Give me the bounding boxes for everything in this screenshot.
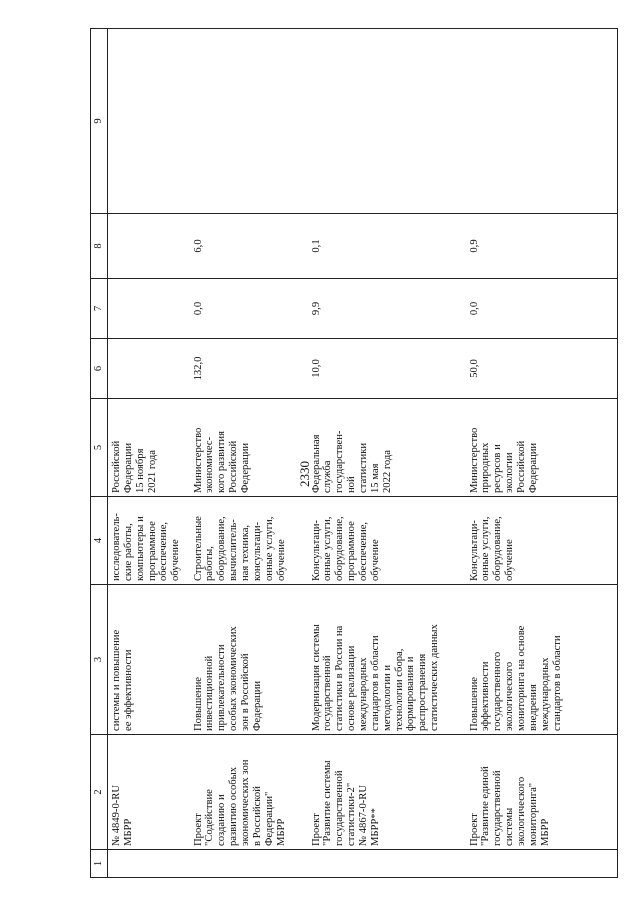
cell-value: 10,0 (308, 339, 466, 399)
cell-goal: Повышение инвестиционной привлекательности особых экономических зон в Российской Федерации (190, 585, 308, 735)
cell-value (466, 29, 618, 214)
cell-spending-type: Консультаци- онные услуги, оборудование, программное обеспечение, обучение (308, 497, 466, 585)
cell-executor: Российской Федерации 15 ноября 2021 года (108, 399, 190, 497)
cell-index (466, 850, 618, 878)
table-row (108, 29, 190, 878)
cell-value: 0,0 (466, 279, 618, 339)
column-header: 8 (91, 214, 108, 279)
cell-value: 0,0 (190, 279, 308, 339)
cell-value (108, 29, 190, 214)
cell-executor: Министерство природных ресурсов и экологии Российской Федерации (466, 399, 618, 497)
cell-goal: Модернизация системы государственной статистики в России на основе реализации международных стандартов в области методологии и технологии сбора, формирования и распространения статистических данных (308, 585, 466, 735)
table-row (466, 29, 618, 878)
column-header: 9 (91, 29, 108, 214)
projects-table (90, 28, 618, 878)
cell-value: 9,9 (308, 279, 466, 339)
column-header: 7 (91, 279, 108, 339)
column-header: 4 (91, 497, 108, 585)
column-header: 3 (91, 585, 108, 735)
cell-spending-type: исследователь- ские работы, компьютеры и программное обеспечение, обучение (108, 497, 190, 585)
cell-goal: системы и повышение ее эффективности (108, 585, 190, 735)
page-number: 2330 (297, 461, 312, 487)
table-row (308, 29, 466, 878)
column-header: 5 (91, 399, 108, 497)
cell-index (308, 850, 466, 878)
cell-value (108, 339, 190, 399)
cell-value: 132,0 (190, 339, 308, 399)
cell-index (190, 850, 308, 878)
cell-value: 50,0 (466, 339, 618, 399)
cell-project: Проект "Развитие единой государственной системы экологического мониторинга" МБРР (466, 735, 618, 850)
cell-value: 6,0 (190, 214, 308, 279)
cell-spending-type: Консультаци- онные услуги, оборудование, обучение (466, 497, 618, 585)
cell-value (108, 279, 190, 339)
cell-goal: Повышение эффективности государственного экологического мониторинга на основе внедрения международных стандартов в области (466, 585, 618, 735)
cell-project: Проект "Содействие созданию и развитию особых экономических зон в Российской Федерации" МБРР (190, 735, 308, 850)
cell-project: Проект "Развитие системы государственной статистики-2" № 4867-0-RU МБРР** (308, 735, 466, 850)
cell-spending-type: Строительные работы, оборудование, вычислитель- ная техника, консультаци- онные услуги, обучение (190, 497, 308, 585)
column-header: 2 (91, 735, 108, 850)
cell-value (190, 29, 308, 214)
cell-index (108, 850, 190, 878)
cell-value (308, 29, 466, 214)
cell-value: 0,9 (466, 214, 618, 279)
cell-value: 0,1 (308, 214, 466, 279)
rotated-page (90, 28, 620, 878)
cell-project: № 4849-0-RU МБРР (108, 735, 190, 850)
cell-executor: Федеральная служба государствен- ной статистики 15 мая 2022 года (308, 399, 466, 497)
column-number-row (91, 29, 108, 878)
cell-value (108, 214, 190, 279)
cell-executor: Министерство экономичес- кого развития Российской Федерации (190, 399, 308, 497)
column-header: 1 (91, 850, 108, 878)
table-row (190, 29, 308, 878)
column-header: 6 (91, 339, 108, 399)
